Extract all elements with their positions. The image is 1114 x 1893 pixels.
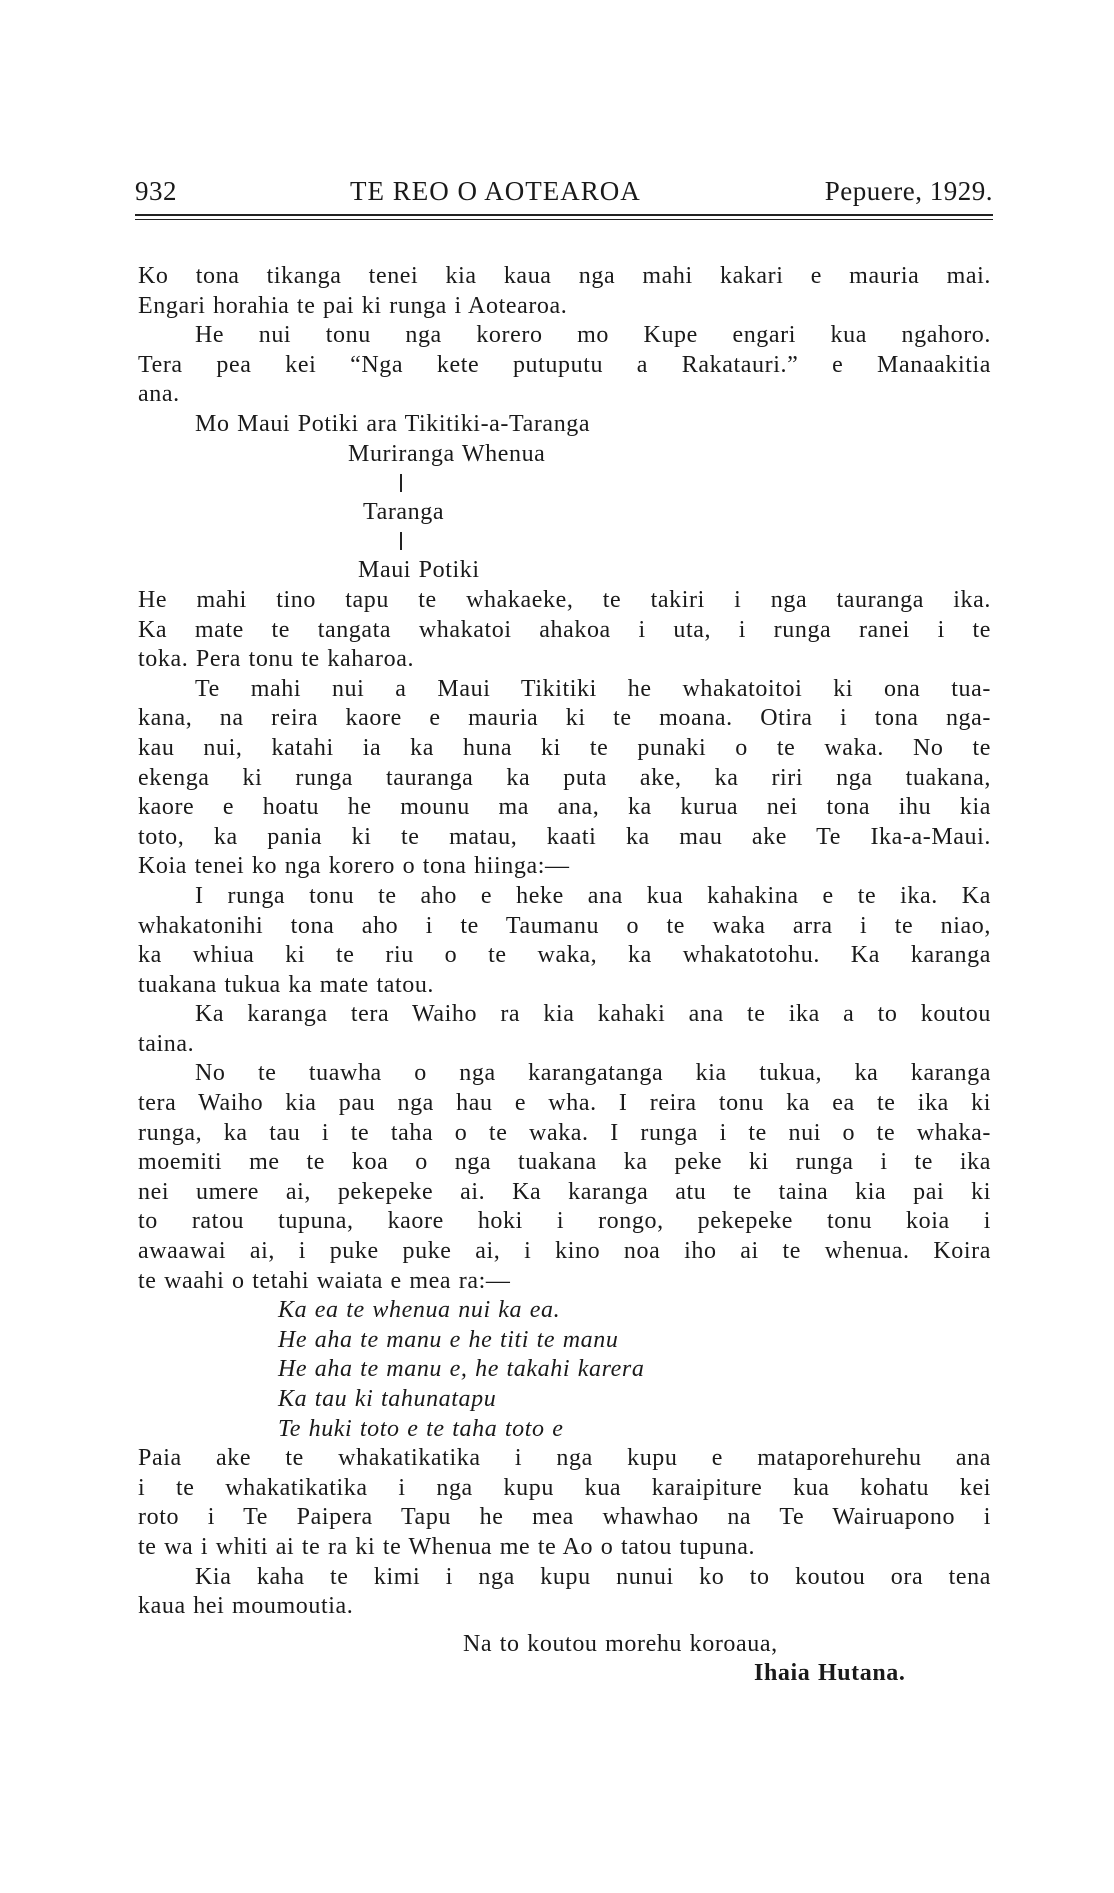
paragraph: [138, 1563, 991, 1622]
text-line: No te tuawha o nga karangatanga kia tukua, ka karanga: [195, 1060, 991, 1087]
verse-line: Ka tau ki tahunatapu: [278, 1386, 497, 1412]
text-line: Ka karanga tera Waiho ra kia kahaki ana te ika a to koutou: [195, 1001, 991, 1028]
signature-closing: Na to koutou morehu koroaua,: [463, 1630, 778, 1657]
text-line: Ka mate te tangata whakatoi ahakoa i uta, i runga ranei i te: [138, 616, 991, 643]
paragraph: [138, 882, 991, 1000]
paragraph: [138, 321, 991, 410]
genealogy-connector: [400, 474, 402, 492]
text-line: toto, ka pania ki te matau, kaati ka mau ake Te Ika-a-Maui.: [138, 823, 991, 850]
text-line: Te mahi nui a Maui Tikitiki he whakatoitoi ki ona tua-: [195, 675, 991, 702]
text-line: moemiti me te koa o nga tuakana ka peke ki runga i te ika: [138, 1149, 991, 1176]
header-rule-thin: [135, 219, 993, 220]
genealogy-line: Mo Maui Potiki ara Tikitiki-a-Taranga: [195, 410, 591, 437]
text-line: whakatonihi tona aho i te Taumanu o te waka arra i te niao,: [138, 912, 991, 939]
text-line: te waahi o tetahi waiata e mea ra:—: [138, 1267, 511, 1294]
text-line: kaore e hoatu he mounu ma ana, ka kurua nei tona ihu kia: [138, 794, 991, 821]
genealogy-line: Taranga: [363, 498, 445, 525]
paragraph: [138, 586, 991, 675]
text-line: Koia tenei ko nga korero o tona hiinga:—: [138, 853, 570, 880]
text-line: He mahi tino tapu te whakaeke, te takiri i nga tauranga ika.: [138, 586, 991, 613]
text-line: to ratou tupuna, kaore hoki i rongo, pekepeke tonu koia i: [138, 1208, 991, 1235]
genealogy: [138, 410, 991, 586]
text-line: taina.: [138, 1030, 195, 1057]
paragraph: [138, 262, 991, 321]
text-line: I runga tonu te aho e heke ana kua kahakina e te ika. Ka: [195, 882, 991, 909]
text-line: toka. Pera tonu te kaharoa.: [138, 646, 415, 673]
genealogy-line: Maui Potiki: [358, 556, 480, 583]
publication-title: TE REO O AOTEAROA: [350, 176, 641, 206]
text-line: Paia ake te whakatikatika i nga kupu e mataporehurehu ana: [138, 1445, 991, 1472]
text-line: tera Waiho kia pau nga hau e wha. I reira tonu ka ea te ika ki: [138, 1090, 991, 1117]
text-line: tuakana tukua ka mate tatou.: [138, 971, 435, 998]
signature-name: Ihaia Hutana.: [754, 1660, 906, 1687]
page-header: [135, 176, 993, 216]
paragraph: [138, 675, 991, 882]
text-line: He nui tonu nga korero mo Kupe engari kua ngahoro.: [195, 322, 991, 349]
article-body: [138, 262, 991, 1689]
text-line: i te whakatikatika i nga kupu kua karaipiture kua kohatu kei: [138, 1474, 991, 1501]
issue-date: Pepuere, 1929.: [824, 176, 993, 206]
verse-line: He aha te manu e, he takahi karera: [278, 1356, 645, 1383]
text-line: roto i Te Paipera Tapu he mea whawhao na Te Wairuapono i: [138, 1504, 991, 1531]
text-line: runga, ka tau i te taha o te waka. I runga i te nui o te whaka-: [138, 1119, 991, 1146]
text-line: nei umere ai, pekepeke ai. Ka karanga atu te taina kia pai ki: [138, 1178, 991, 1205]
verse-line: Ka ea te whenua nui ka ea.: [278, 1297, 561, 1324]
paragraph: [138, 1444, 991, 1562]
verse-line: Te huki toto e te taha toto e: [278, 1415, 564, 1442]
header-rule-thick: [135, 214, 993, 216]
text-line: kana, na reira kaore e mauria ki te moana. Otira i tona nga-: [138, 705, 991, 732]
text-line: kaua hei moumoutia.: [138, 1593, 354, 1620]
genealogy-connector: [400, 532, 402, 550]
page-number: 932: [135, 176, 177, 206]
text-line: Kia kaha te kimi i nga kupu nunui ko to koutou ora tena: [195, 1563, 991, 1590]
text-line: awaawai ai, i puke puke ai, i kino noa iho ai te whenua. Koira: [138, 1238, 991, 1265]
text-line: kau nui, katahi ia ka huna ki te punaki o te waka. No te: [138, 734, 991, 761]
text-line: ka whiua ki te riu o te waka, ka whakatotohu. Ka karanga: [138, 942, 991, 969]
text-line: te wa i whiti ai te ra ki te Whenua me te Ao o tatou tupuna.: [138, 1533, 756, 1560]
text-line: Ko tona tikanga tenei kia kaua nga mahi kakari e mauria mai.: [138, 263, 991, 289]
genealogy-line: Muriranga Whenua: [348, 440, 546, 467]
text-line: ana.: [138, 381, 180, 408]
text-line: Engari horahia te pai ki runga i Aotearoa.: [138, 292, 568, 319]
signature-block: [138, 1630, 991, 1689]
paragraph: [138, 1000, 991, 1059]
paragraph: [138, 1059, 991, 1296]
text-line: ekenga ki runga tauranga ka puta ake, ka riri nga tuakana,: [138, 764, 991, 791]
text-line: Tera pea kei “Nga kete putuputu a Rakatauri.” e Manaakitia: [138, 351, 991, 378]
waiata-verse: [138, 1296, 991, 1444]
verse-line: He aha te manu e he titi te manu: [278, 1326, 619, 1353]
